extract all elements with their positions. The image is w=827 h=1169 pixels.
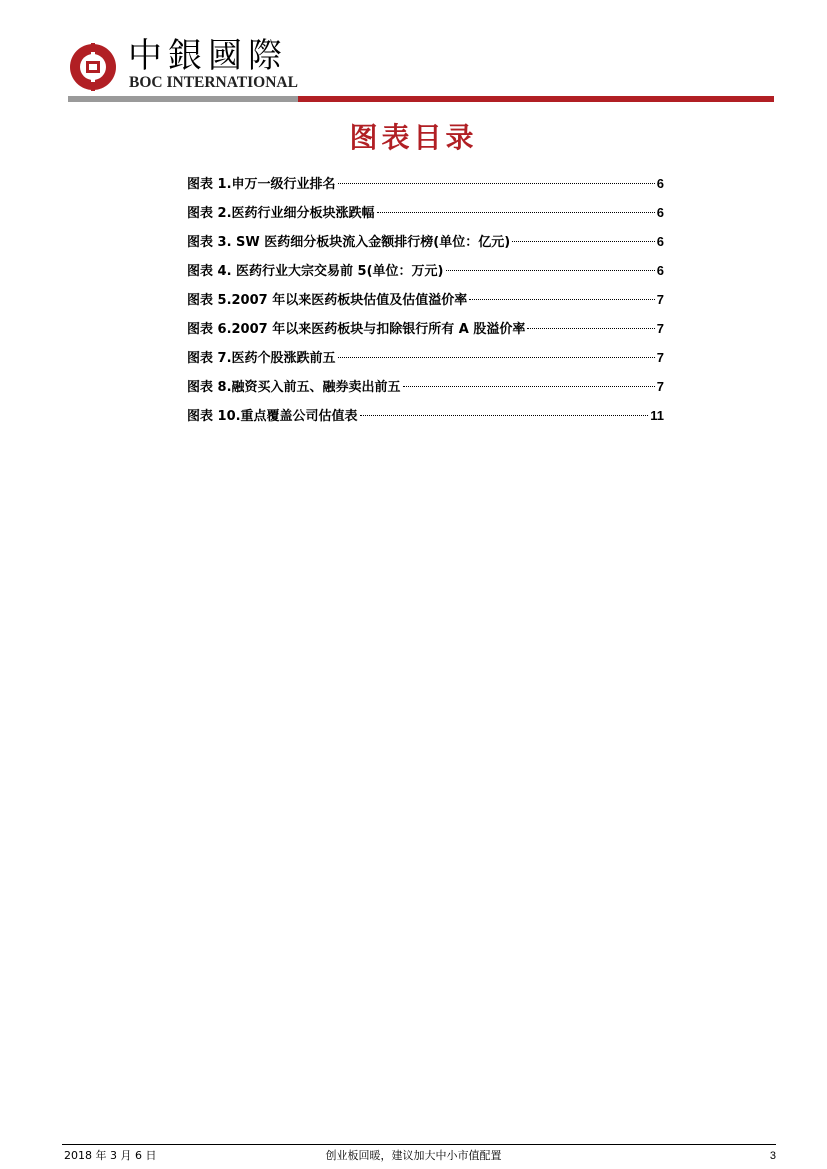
toc-entry-page: 6: [656, 263, 664, 278]
logo-english-name: BOC INTERNATIONAL: [129, 74, 298, 91]
toc-entry-label: 图表 8.融资买入前五、融券卖出前五: [187, 380, 401, 395]
toc-entry-label: 图表 4. 医药行业大宗交易前 5(单位：万元): [187, 264, 444, 279]
toc-entry-page: 7: [656, 379, 664, 394]
toc-entry[interactable]: [187, 259, 664, 288]
toc-leader-dots: [377, 211, 655, 213]
toc-title: 图表目录: [349, 121, 478, 154]
toc-entry-page: 6: [656, 176, 664, 191]
toc-leader-dots: [338, 356, 655, 358]
toc-entry-page: 7: [656, 321, 664, 336]
toc-leader-dots: [527, 327, 654, 329]
toc-entry-label: 图表 3. SW 医药细分板块流入金额排行榜(单位：亿元): [187, 235, 511, 250]
header-divider-gray: [68, 96, 298, 102]
toc-entry[interactable]: [187, 317, 664, 346]
toc-entry-page: 6: [656, 234, 664, 249]
toc-entry-page: 7: [656, 292, 664, 307]
toc-leader-dots: [338, 182, 655, 184]
toc-entry-page: 6: [656, 205, 664, 220]
page-header: [0, 0, 827, 110]
toc-leader-dots: [446, 269, 655, 271]
toc-entry[interactable]: [187, 404, 664, 433]
toc-entry[interactable]: [187, 375, 664, 404]
toc-entry-label: 图表 5.2007 年以来医药板块估值及估值溢价率: [187, 293, 468, 308]
toc-entry[interactable]: [187, 288, 664, 317]
toc-entry[interactable]: [187, 346, 664, 375]
toc-entry-label: 图表 7.医药个股涨跌前五: [187, 351, 336, 366]
header-divider-red: [298, 96, 774, 102]
toc-leader-dots: [469, 298, 655, 300]
footer-report-title: 创业板回暖，建议加大中小市值配置: [325, 1149, 502, 1162]
toc-entry-page: 7: [656, 350, 664, 365]
toc-entry-page: 11: [650, 408, 664, 423]
toc-list: [187, 172, 664, 433]
footer-divider: [62, 1144, 776, 1145]
toc-entry-label: 图表 10.重点覆盖公司估值表: [187, 409, 358, 424]
toc-entry[interactable]: [187, 230, 664, 259]
toc-leader-dots: [512, 240, 655, 242]
toc-entry-label: 图表 6.2007 年以来医药板块与扣除银行所有 A 股溢价率: [187, 322, 526, 337]
boc-logo-icon: [68, 42, 118, 92]
toc-entry-label: 图表 1.申万一级行业排名: [187, 177, 336, 192]
toc-leader-dots: [360, 414, 649, 416]
toc-entry[interactable]: [187, 201, 664, 230]
toc-entry[interactable]: [187, 172, 664, 201]
footer-date: 2018 年 3 月 6 日: [64, 1149, 157, 1162]
toc-entry-label: 图表 2.医药行业细分板块涨跌幅: [187, 206, 375, 221]
logo-chinese-name: 中銀國際: [128, 36, 288, 76]
footer-page-number: 3: [769, 1150, 776, 1162]
toc-leader-dots: [403, 385, 655, 387]
